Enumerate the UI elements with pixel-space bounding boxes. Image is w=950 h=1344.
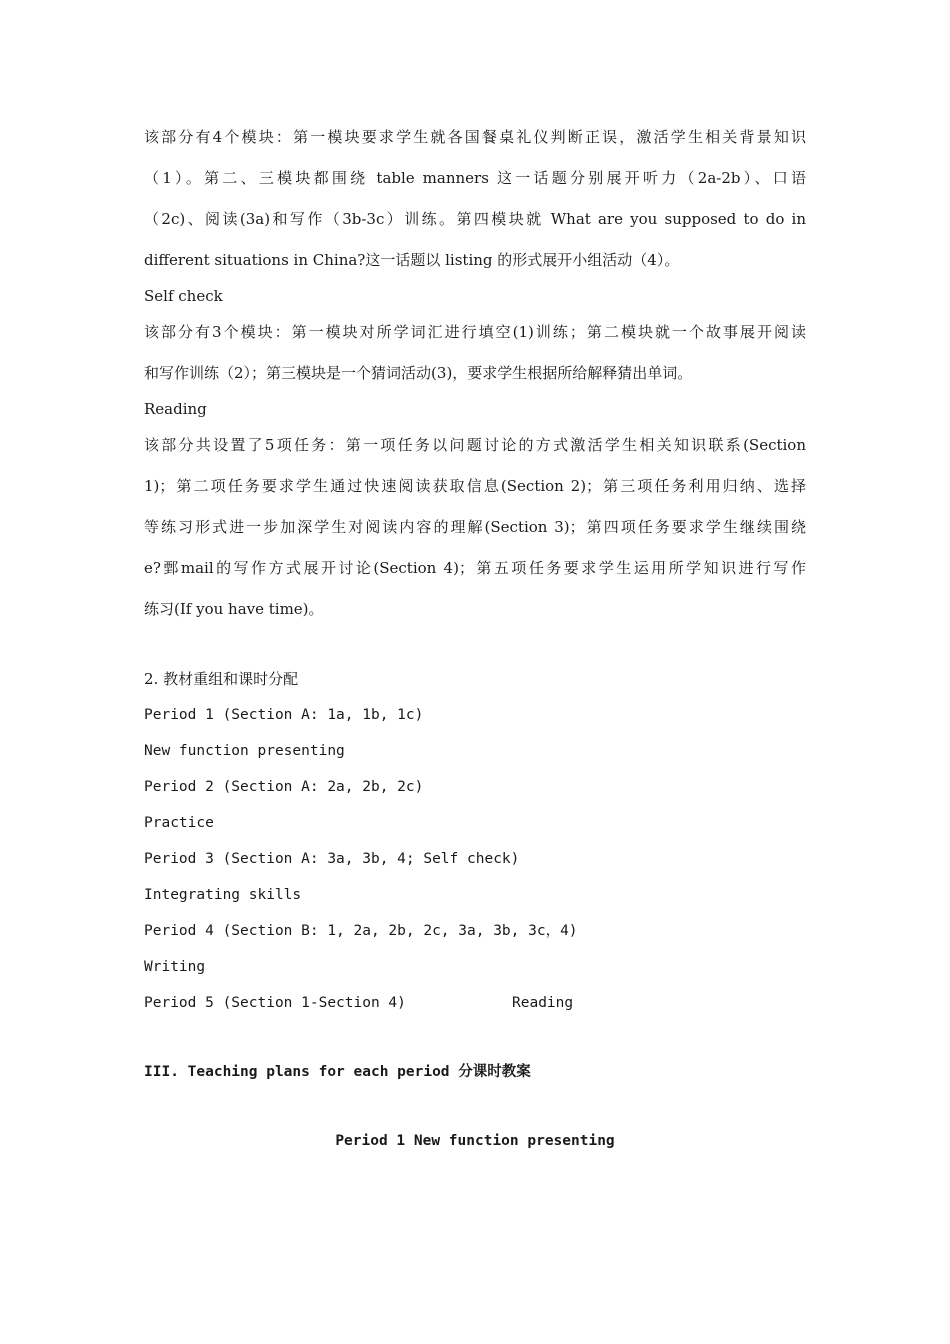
- intro-paragraph-line-4: different situations in China?这一话题以 listing 的形式展开小组活动（4）。: [144, 251, 680, 269]
- period-4-title: Period 4 (Section B: 1, 2a, 2b, 2c, 3a, 3b, 3c，4): [144, 923, 578, 939]
- reading-heading: Reading: [144, 400, 207, 418]
- period-1-plan-title: Period 1 New function presenting: [335, 1133, 615, 1149]
- reading-paragraph-line-5: 练习(If you have time)。: [144, 600, 324, 618]
- intro-paragraph-line-1: 该部分有4个模块：第一模块要求学生就各国餐桌礼仪判断正误，激活学生相关背景知识: [144, 128, 806, 146]
- period-2-title: Period 2 (Section A: 2a, 2b, 2c): [144, 779, 424, 795]
- self-check-paragraph-line-1: 该部分有3个模块：第一模块对所学词汇进行填空(1)训练；第二模块就一个故事展开阅读: [144, 323, 806, 341]
- intro-paragraph-line-3: （2c)、阅读(3a)和写作（3b-3c）训练。第四模块就 What are you supposed to do in: [144, 210, 806, 228]
- period-3-title: Period 3 (Section A: 3a, 3b, 4; Self check): [144, 851, 520, 867]
- self-check-paragraph-line-2: 和写作训练（2）；第三模块是一个猜词活动(3)，要求学生根据所给解释猜出单词。: [144, 364, 693, 382]
- intro-paragraph-line-2: （1）。第二、三模块都围绕 table manners 这一话题分别展开听力（2a-2b）、口语: [144, 169, 806, 187]
- period-5-title: Period 5 (Section 1-Section 4): [144, 995, 406, 1011]
- period-4-type: Writing: [144, 959, 206, 975]
- reading-paragraph-line-2: 1)；第二项任务要求学生通过快速阅读获取信息(Section 2)；第三项任务利用归纳、选择: [144, 477, 806, 495]
- period-2-type: Practice: [144, 815, 214, 831]
- section-2-heading: 2. 教材重组和课时分配: [144, 670, 299, 688]
- reading-paragraph-line-3: 等练习形式进一步加深学生对阅读内容的理解(Section 3)；第四项任务要求学生继续围绕: [144, 518, 806, 536]
- period-1-type: New function presenting: [144, 743, 345, 759]
- section-3-heading: III. Teaching plans for each period 分课时教案: [144, 1064, 531, 1080]
- period-3-type: Integrating skills: [144, 887, 302, 903]
- self-check-heading: Self check: [144, 287, 223, 305]
- period-5-type: Reading: [512, 995, 574, 1011]
- period-1-title: Period 1 (Section A: 1a, 1b, 1c): [144, 707, 424, 723]
- reading-paragraph-line-1: 该部分共设置了5项任务：第一项任务以问题讨论的方式激活学生相关知识联系(Section: [144, 436, 806, 454]
- reading-paragraph-line-4: e?鄄mail的写作方式展开讨论(Section 4)；第五项任务要求学生运用所学知识进行写作: [144, 559, 806, 577]
